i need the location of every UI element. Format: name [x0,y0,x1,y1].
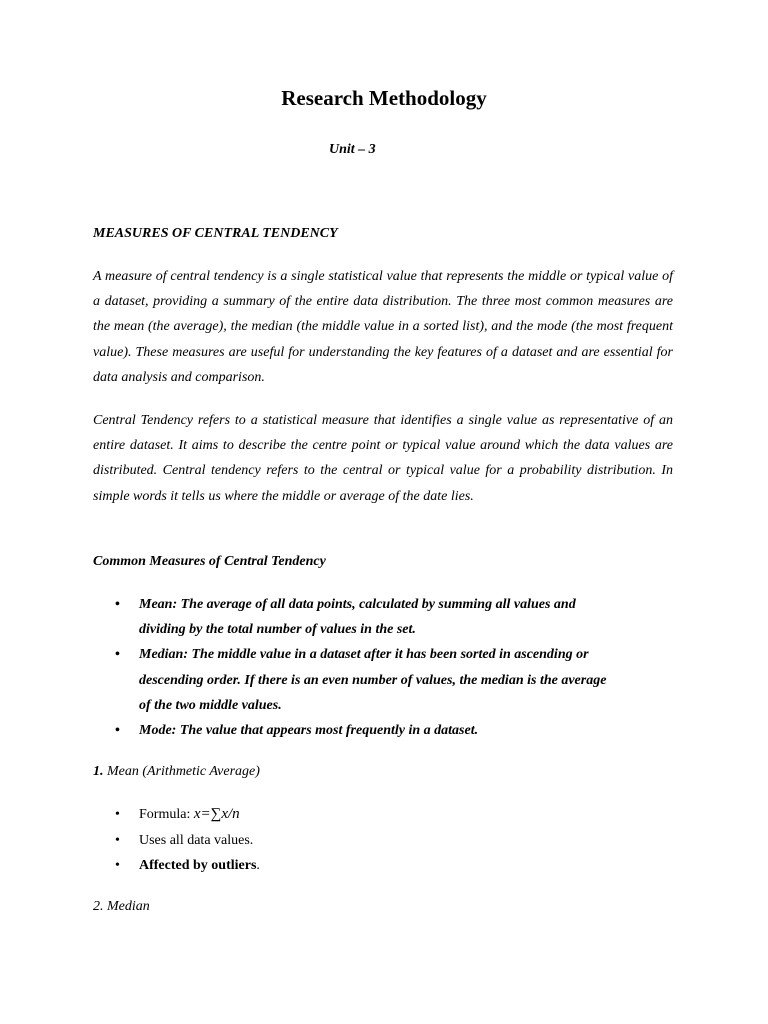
document-title: Research Methodology [281,86,487,110]
list-item-mean [93,592,619,642]
mean-details-list [93,802,260,879]
unit-label: Unit – 3 [329,142,376,157]
list-item-text: Mode: The value that appears most frequently in a dataset. [139,723,479,739]
formula-label: Formula: [139,807,194,822]
bullet-icon: • [115,723,120,739]
mean-heading-text: Mean (Arithmetic Average) [107,764,260,779]
list-item-outliers [93,853,260,879]
bullet-icon: • [115,807,120,822]
list-item-mode [93,718,619,743]
bullet-icon: • [115,647,120,663]
common-measures-heading: Common Measures of Central Tendency [93,554,326,569]
bullet-icon: • [115,858,120,873]
outliers-bold-text: Affected by outliers [139,858,257,873]
list-item-uses-all [93,828,260,854]
bullet-icon: • [115,597,120,612]
list-item-text: Mean: The average of all data points, calculated by summing all values and dividing by the total number of values in the set. [139,597,576,638]
section-heading: MEASURES OF CENTRAL TENDENCY [93,226,338,241]
mean-heading [93,764,260,780]
mean-heading-number: 1. [93,764,104,779]
list-item-median [93,642,619,718]
intro-paragraph: A measure of central tendency is a single statistical value that represents the middle or typical value of a dataset, providing a summary of the entire data distribution. The three most common measures are the mean (the average), the median (the middle value in a sorted list), and the mode (the most frequent value). These measures are useful for understanding the key features of a dataset and are essential for data analysis and comparison. [93,269,673,385]
list-item-formula [93,802,260,828]
median-heading: 2. Median [93,899,150,914]
measures-list [93,592,673,743]
bullet-icon: • [115,832,120,848]
outliers-tail-text: . [256,858,260,873]
list-item-text: Median: The middle value in a dataset after it has been sorted in ascending or descending order. If there is an even number of values, the median is the average of the two middle values. [139,647,607,713]
formula-expression: x=∑x/n [193,806,240,822]
list-item-text: Uses all data values. [139,832,254,848]
definition-paragraph: Central Tendency refers to a statistical measure that identifies a single value as representative of an entire dataset. It aims to describe the centre point or typical value around which the data values are distributed. Central tendency refers to the central or typical value for a probability distribution. In simple words it tells us where the middle or average of the date lies. [93,413,673,504]
